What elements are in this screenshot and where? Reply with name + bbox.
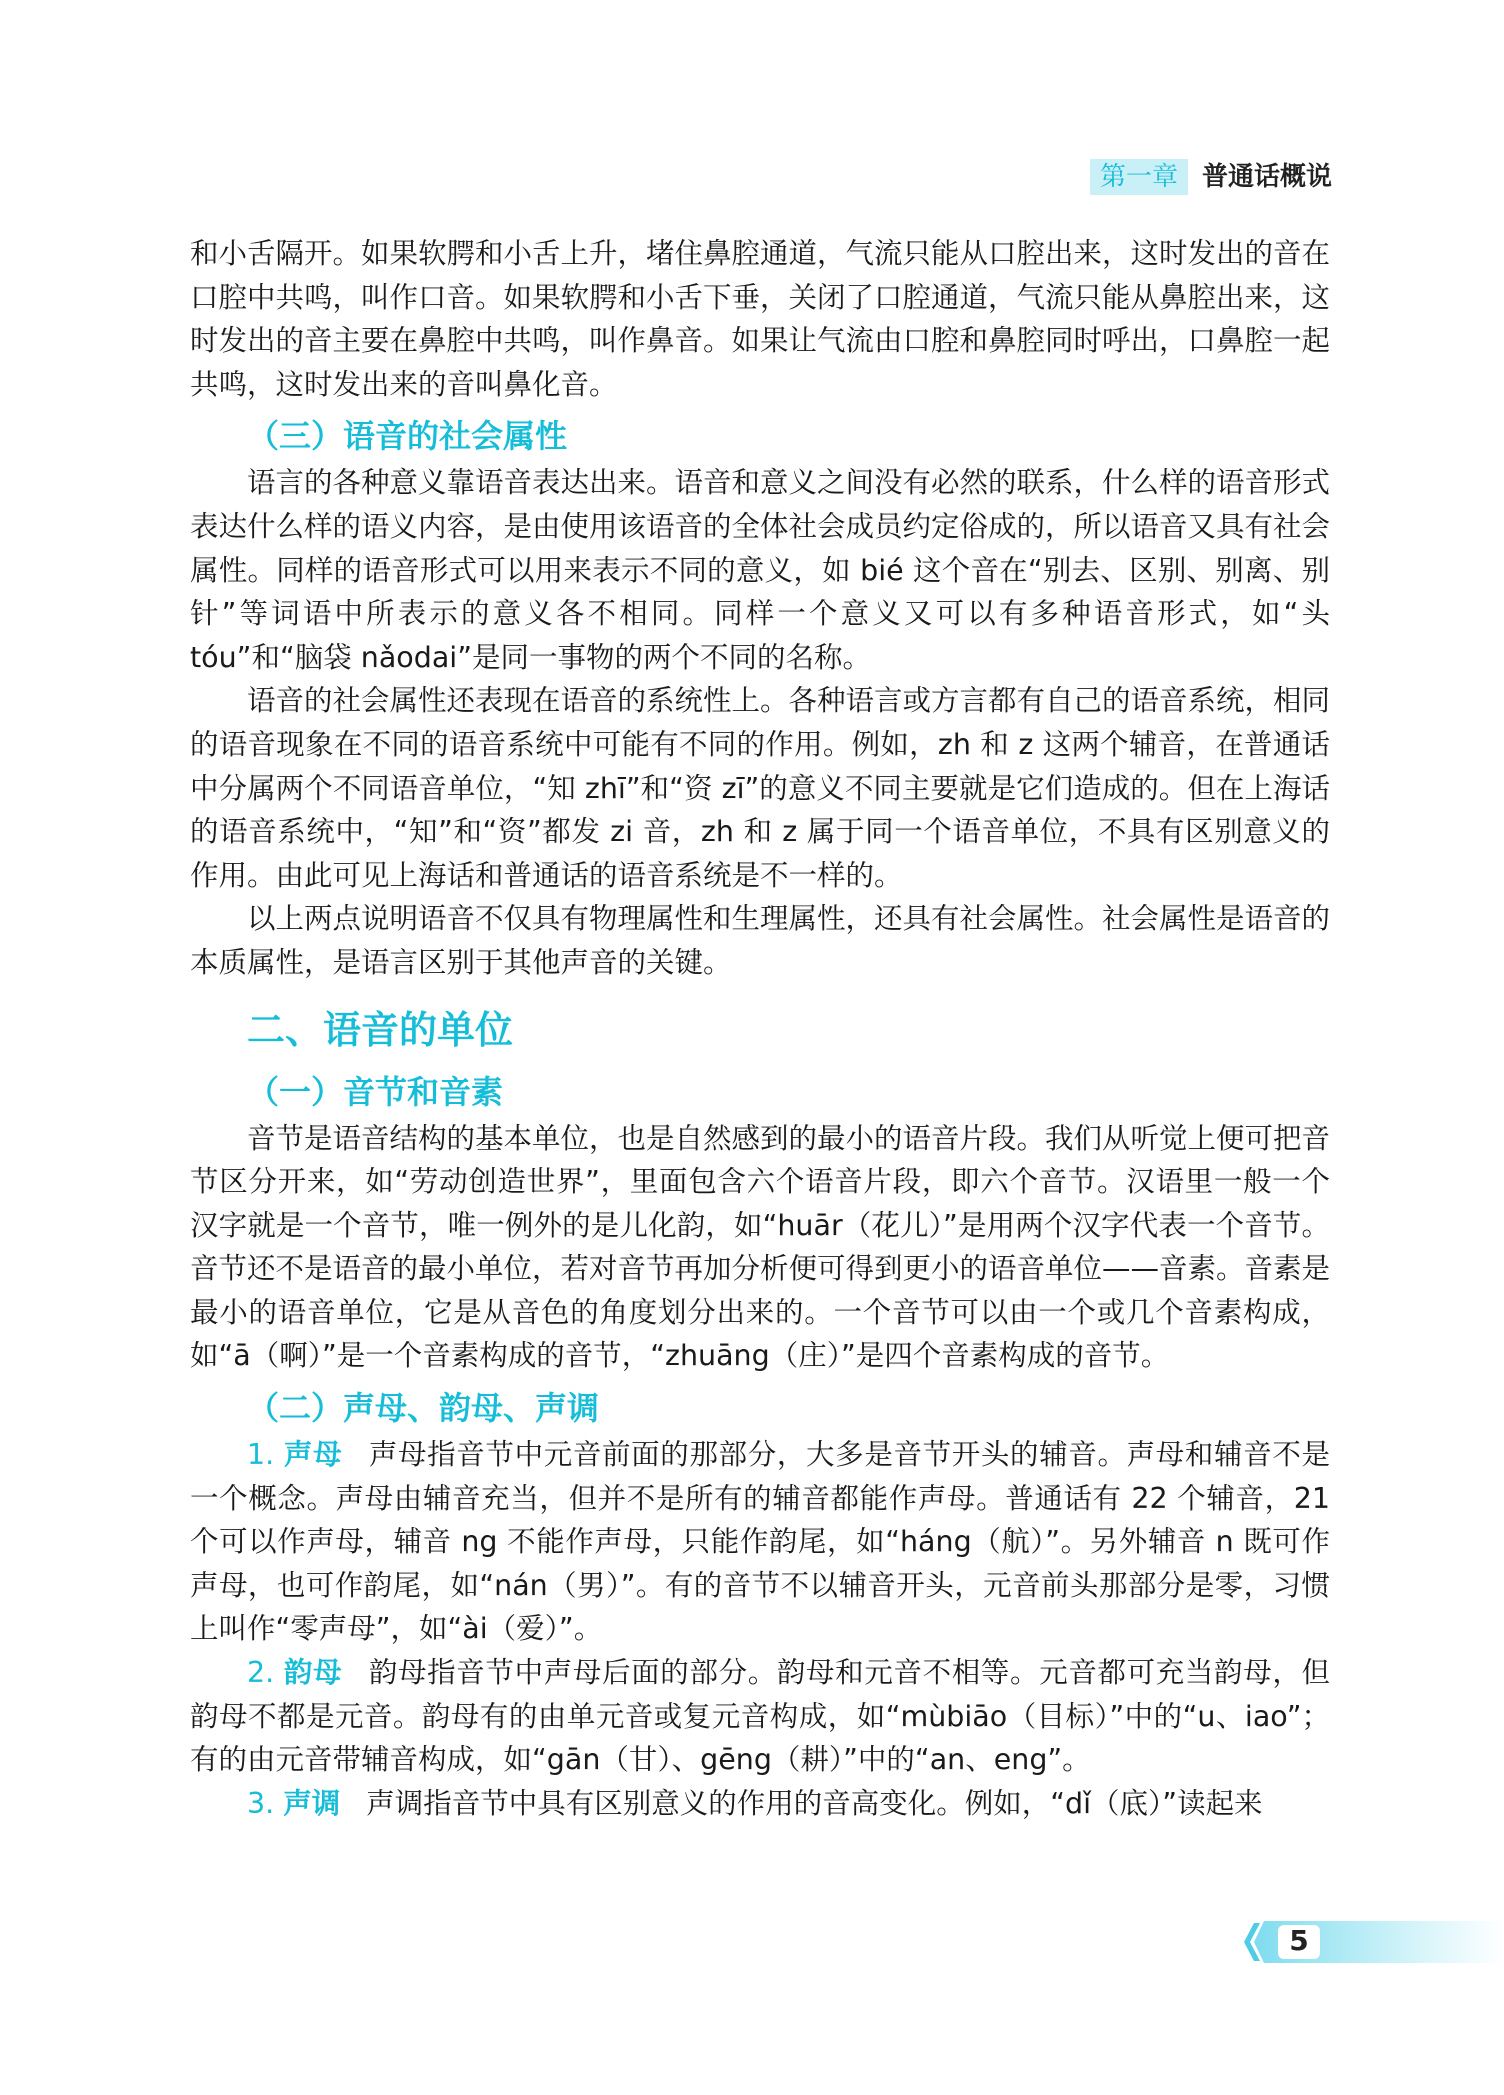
term-shengmu: 声母 [283,1438,343,1472]
item-number: 3. [247,1786,275,1820]
paragraph-initials [190,1433,1330,1651]
term-yunmu: 韵母 [283,1656,343,1690]
page-header [1090,158,1332,196]
paragraph: 语言的各种意义靠语音表达出来。语音和意义之间没有必然的联系，什么样的语音形式表达什么样的语义内容，是由使用该语音的全体社会成员约定俗成的，所以语音又具有社会属性。同样的语音形式可以用来表示不同的意义，如 bié 这个音在“别去、区别、别离、别针”等词语中所表示的意义各不相同。同样一个意义又可以有多种语音形式，如“头 tóu”和“脑袋 nǎodai”是同一事物的两个不同的名称。 [190,466,1331,674]
page-body [190,232,1330,1825]
chapter-title: 普通话概说 [1201,162,1332,192]
paragraph-continued: 和小舌隔开。如果软腭和小舌上升，堵住鼻腔通道，气流只能从口腔出来，这时发出的音在口腔中共鸣，叫作口音。如果软腭和小舌下垂，关闭了口腔通道，气流只能从鼻腔出来，这时发出的音主要在鼻腔中共鸣，叫作鼻音。如果让气流由口腔和鼻腔同时呼出，口鼻腔一起共鸣，这时发出来的音叫鼻化音。 [190,237,1331,401]
paragraph: 语音的社会属性还表现在语音的系统性上。各种语言或方言都有自己的语音系统，相同的语音现象在不同的语音系统中可能有不同的作用。例如，zh 和 z 这两个辅音，在普通话中分属两个不同语音单位，“知 zhī”和“资 zī”的意义不同主要就是它们造成的。但在上海话的语音系统中，“知”和“资”都发 zi 音，zh 和 z 属于同一个语音单位，不具有区别意义的作用。由此可见上海话和普通话的语音系统是不一样的。 [190,684,1331,892]
chapter-section-heading-units: 二、语音的单位 [247,1007,514,1052]
section-heading-syllable: （一）音节和音素 [247,1072,504,1111]
chapter-label: 第一章 [1090,159,1188,195]
page-number: 5 [1289,1924,1309,1957]
paragraph-tones [190,1782,1330,1826]
paragraph: 音节是语音结构的基本单位，也是自然感到的最小的语音片段。我们从听觉上便可把音节区分开来，如“劳动创造世界”，里面包含六个语音片段，即六个音节。汉语里一般一个汉字就是一个音节，唯一例外的是儿化韵，如“huār（花儿）”是用两个汉字代表一个音节。音节还不是语音的最小单位，若对音节再加分析便可得到更小的语音单位——音素。音素是最小的语音单位，它是从音色的角度划分出来的。一个音节可以由一个或几个音素构成，如“ā（啊）”是一个音素构成的音节，“zhuāng（庄）”是四个音素构成的音节。 [190,1121,1331,1373]
item-number: 1. [247,1438,275,1472]
paragraph: 以上两点说明语音不仅具有物理属性和生理属性，还具有社会属性。社会属性是语音的本质属性，是语言区别于其他声音的关键。 [190,902,1331,979]
page-number-badge [1240,1919,1504,1965]
paragraph-finals [190,1651,1330,1782]
term-shengdiao: 声调 [283,1786,341,1820]
item-number: 2. [247,1656,275,1690]
paragraph-text: 韵母指音节中声母后面的部分。韵母和元音不相等。元音都可充当韵母，但韵母不都是元音。韵母有的由单元音或复元音构成，如“mùbiāo（目标）”中的“u、iao”；有的由元音带辅音构成，如“gān（甘）、gēng（耕）”中的“an、eng”。 [190,1656,1330,1777]
paragraph-text: 声母指音节中元音前面的那部分，大多是音节开头的辅音。声母和辅音不是一个概念。声母由辅音充当，但并不是所有的辅音都能作声母。普通话有 22 个辅音，21 个可以作声母，辅音 ng 不能作声母，只能作韵尾，如“háng（航）”。另外辅音 n 既可作声母，也可作韵尾，如“nán（男）”。有的音节不以辅音开头，元音前头那部分是零，习惯上叫作“零声母”，如“ài（爱）”。 [190,1438,1330,1646]
paragraph-text: 声调指音节中具有区别意义的作用的音高变化。例如，“dǐ（底）”读起来 [366,1786,1263,1820]
section-heading-components: （二）声母、韵母、声调 [247,1389,600,1428]
section-heading-social-attribute: （三）语音的社会属性 [247,417,568,456]
